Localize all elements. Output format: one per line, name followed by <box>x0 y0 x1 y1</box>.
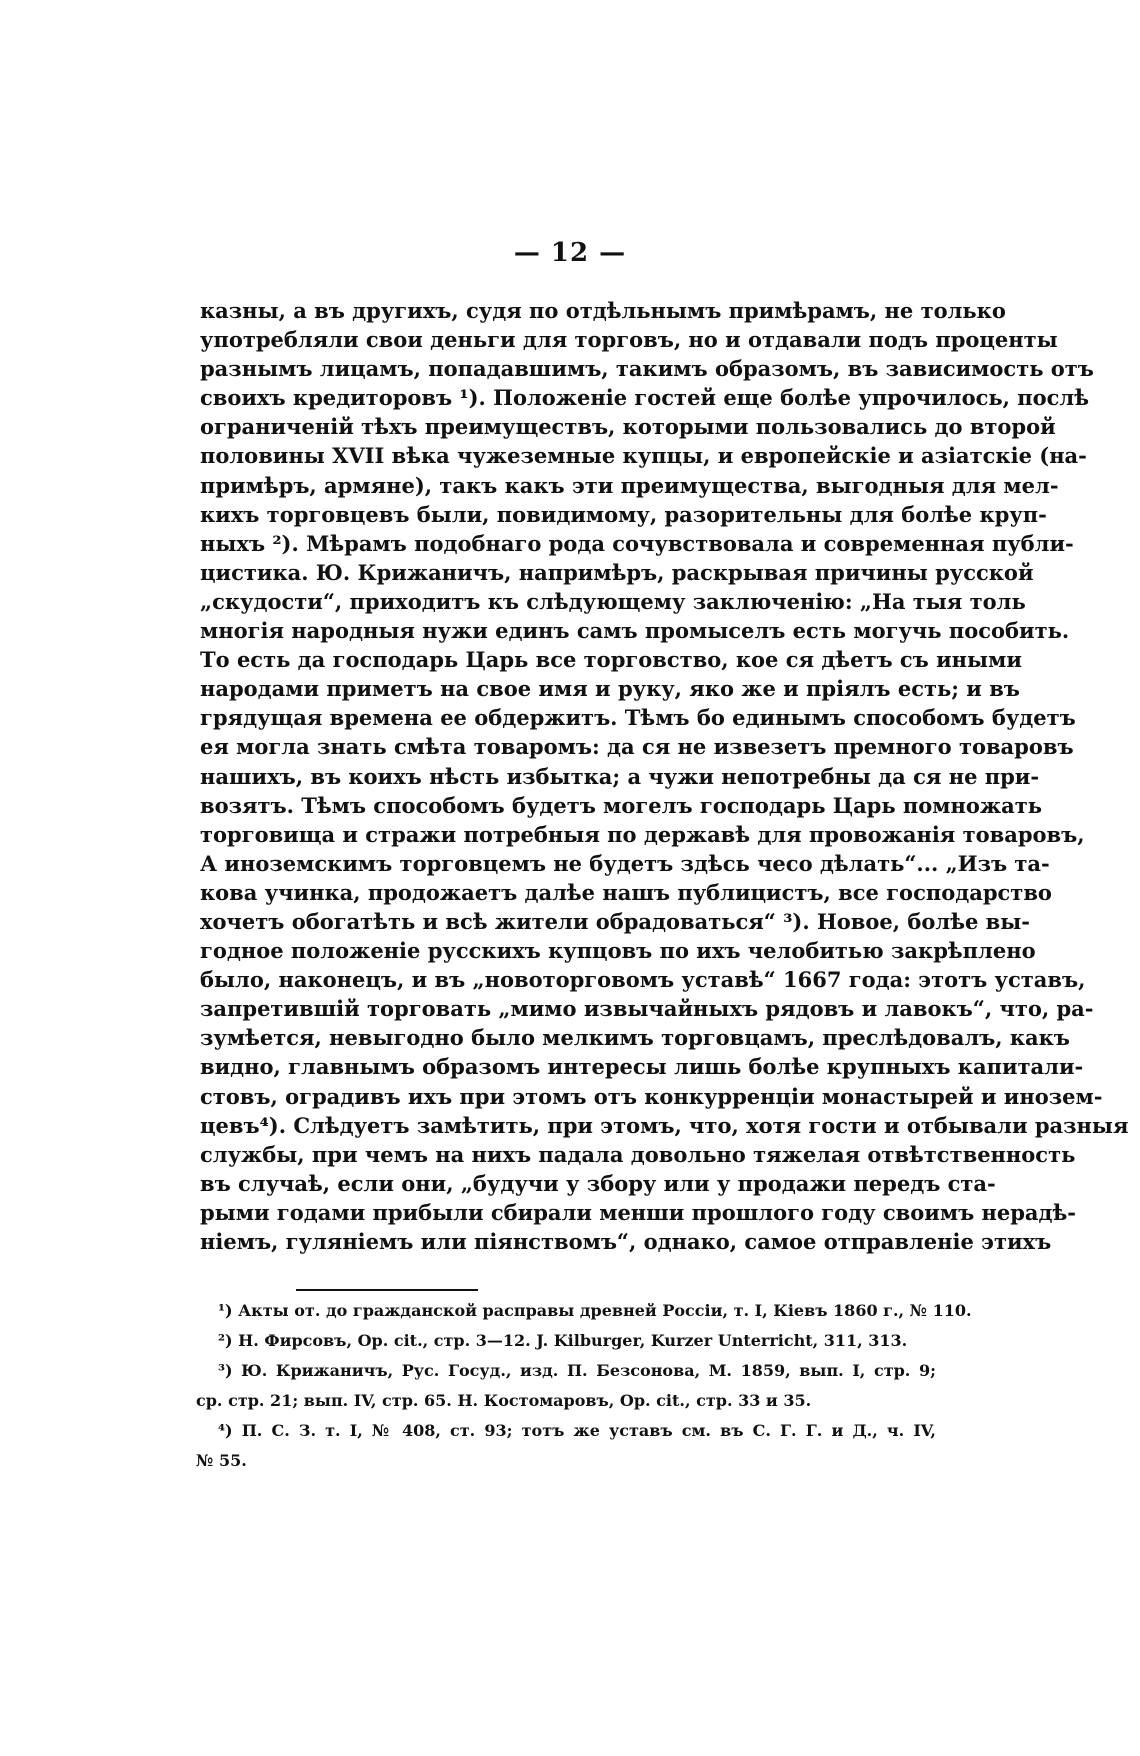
body-line: рыми годами прибыли сбирали менши прошлого году своимъ нерадѣ- <box>200 1199 1077 1225</box>
body-line: грядущая времена ее обдержитъ. Тѣмъ бо единымъ способомъ будетъ <box>200 705 1076 731</box>
body-line: зумѣется, невыгодно было мелкимъ торговцамъ, преслѣдовалъ, какъ <box>200 1025 1070 1051</box>
body-line: въ случаѣ, если они, „будучи у збору или у продажи передъ ста- <box>200 1170 996 1196</box>
footnote-line: № 55. <box>196 1451 247 1470</box>
body-line: употребляли свои деньги для торговъ, но и отдавали подъ проценты <box>200 327 1058 353</box>
body-line: возятъ. Тѣмъ способомъ будетъ могелъ господарь Царь помножать <box>200 792 1042 818</box>
footnotes <box>196 1296 972 1476</box>
body-text <box>200 296 1129 1256</box>
body-line: разнымъ лицамъ, попадавшимъ, такимъ образомъ, въ зависимость отъ <box>200 356 1094 382</box>
body-line: „скудости“, приходитъ къ слѣдующему заключенію: „На тыя толь <box>200 588 1026 614</box>
body-line: ніемъ, гуляніемъ или піянствомъ“, однако, самое отправленіе этихъ <box>200 1229 1052 1254</box>
body-line: примѣръ, армяне), такъ какъ эти преимущества, выгодныя для мел- <box>200 472 1059 498</box>
footnote-line: ⁴) П. С. З. т. I, № 408, ст. 93; тотъ же уставъ см. въ С. Г. Г. и Д., ч. IV, <box>218 1421 936 1440</box>
body-line: цистика. Ю. Крижаничъ, напримѣръ, раскрывая причины русской <box>200 559 1034 585</box>
body-line: запретившій торговать „мимо извычайныхъ рядовъ и лавокъ“, что, ра- <box>200 996 1094 1022</box>
body-line: ея могла знать смѣта товаромъ: да ся не извезетъ премного товаровъ <box>200 734 1074 760</box>
body-line: торговища и стражи потребныя по державѣ для провожанія товаровъ, <box>200 821 1085 847</box>
body-line: стовъ, оградивъ ихъ при этомъ отъ конкурренціи монастырей и инозем- <box>200 1083 1103 1109</box>
body-line: народами приметъ на свое имя и руку, яко же и прiялъ есть; и въ <box>200 676 1020 702</box>
footnote-line: ср. стр. 21; вып. IV, стр. 65. Н. Костомаровъ, Op. cit., стр. 33 и 35. <box>196 1391 812 1410</box>
footnote-separator <box>296 1289 478 1291</box>
page-number: — 12 — <box>513 238 627 268</box>
body-line: видно, главнымъ образомъ интересы лишь болѣе крупныхъ капитали- <box>200 1054 1084 1080</box>
footnote-line: ²) Н. Фирсовъ, Op. cit., стр. 3—12. J. Kilburger, Kurzer Unterricht, 311, 313. <box>218 1331 908 1350</box>
body-line: годное положеніе русскихъ купцовъ по ихъ челобитью закрѣплено <box>200 938 1036 964</box>
body-line: своихъ кредиторовъ ¹). Положеніе гостей еще болѣе упрочилось, послѣ <box>200 385 1089 411</box>
body-line: А иноземскимъ торговцемъ не будетъ здѣсь чесо дѣлать“... „Изъ та- <box>200 850 1050 876</box>
body-line: хочетъ обогатѣть и всѣ жители обрадоваться“ ³). Новое, болѣе вы- <box>200 908 1030 934</box>
body-line: службы, при чемъ на нихъ падала довольно тяжелая отвѣтственность <box>200 1141 1076 1167</box>
footnote-line: ¹) Акты от. до гражданской расправы древней Россіи, т. I, Кіевъ 1860 г., № 110. <box>218 1301 972 1320</box>
body-line: ограниченій тѣхъ преимуществъ, которыми пользовались до второй <box>200 414 1056 440</box>
footnote-line: ³) Ю. Крижаничъ, Рус. Госуд., изд. П. Безсонова, М. 1859, вып. I, стр. 9; <box>218 1361 936 1380</box>
body-line: кова учинка, продожаетъ далѣе нашъ публицистъ, все господарство <box>200 879 1052 905</box>
body-line: То есть да господарь Царь все торговство, кое ся дѣетъ съ иными <box>200 647 1022 673</box>
body-line: многія народныя нужи единъ самъ промыселъ есть могучь пособить. <box>200 618 1070 644</box>
body-line: казны, а въ другихъ, судя по отдѣльнымъ примѣрамъ, не только <box>200 298 1006 323</box>
body-line: нашихъ, въ коихъ нѣсть избытка; а чужи непотребны да ся не при- <box>200 763 1040 789</box>
body-line: половины XVII вѣка чужеземные купцы, и европейскіе и азіатскіе (на- <box>200 443 1087 469</box>
body-line: кихъ торговцевъ были, повидимому, разорительны для болѣе круп- <box>200 501 1047 527</box>
body-line: было, наконецъ, и въ „новоторговомъ уставѣ“ 1667 года: этотъ уставъ, <box>200 967 1086 993</box>
body-line: ныхъ ²). Мѣрамъ подобнаго рода сочувствовала и современная публи- <box>200 530 1074 556</box>
body-line: цевъ⁴). Слѣдуетъ замѣтить, при этомъ, что, хотя гости и отбывали разныя <box>200 1112 1129 1138</box>
